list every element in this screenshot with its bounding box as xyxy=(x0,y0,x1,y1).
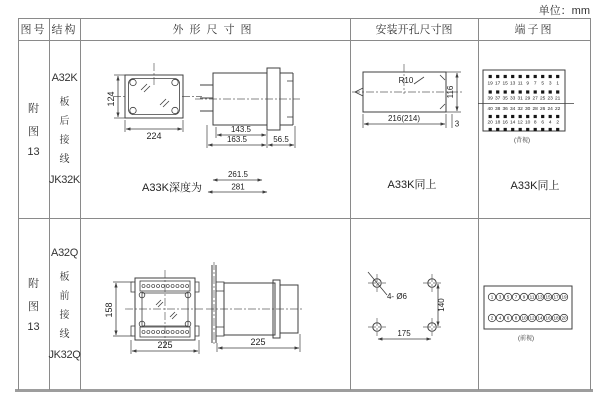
rear-terminal-grid xyxy=(488,75,561,131)
struct-char: 线 xyxy=(59,154,70,165)
svg-text:20: 20 xyxy=(561,315,567,321)
svg-text:19: 19 xyxy=(487,81,493,87)
model-code: JK32K xyxy=(49,174,80,186)
header-terminal: 端子图 xyxy=(514,24,554,36)
svg-text:15: 15 xyxy=(545,294,551,300)
dim-cutout-height: 116 xyxy=(446,85,455,99)
depth-note-label: A33K深度为 xyxy=(142,182,202,194)
svg-text:40: 40 xyxy=(487,107,493,112)
svg-text:37: 37 xyxy=(495,96,501,102)
svg-text:12: 12 xyxy=(517,120,523,126)
dim-depth-case: 143.5 xyxy=(230,125,252,134)
svg-text:6: 6 xyxy=(506,315,510,321)
dim-front-height: 158 xyxy=(104,302,114,318)
svg-text:26: 26 xyxy=(540,107,546,112)
depth-note xyxy=(142,170,267,194)
svg-text:19: 19 xyxy=(561,294,567,300)
dim-front-width: 225 xyxy=(157,340,173,350)
fig-line: 13 xyxy=(27,146,40,158)
terminal-drawing-row2 xyxy=(478,218,590,390)
dim-rear-depth: 56.5 xyxy=(273,135,289,144)
model-code: JK32Q xyxy=(48,349,81,361)
fig-line: 图 xyxy=(28,301,39,313)
struct-char: 接 xyxy=(59,135,70,146)
dim-edge-offset: 3 xyxy=(454,119,460,129)
svg-text:29: 29 xyxy=(525,96,531,102)
header-divider xyxy=(18,40,591,41)
svg-text:24: 24 xyxy=(547,107,553,112)
svg-text:12: 12 xyxy=(529,315,535,321)
cutout-view xyxy=(352,64,462,129)
front-terminal-grid xyxy=(488,293,567,321)
svg-text:33: 33 xyxy=(510,96,516,102)
fig-line: 附 xyxy=(28,278,39,290)
fig-no-row1 xyxy=(18,40,49,218)
header-outline: 外形尺寸图 xyxy=(172,24,258,36)
dim-front-height: 124 xyxy=(106,91,116,107)
front-view xyxy=(104,270,205,354)
svg-text:3: 3 xyxy=(548,81,552,87)
fig-line: 附 xyxy=(28,103,39,115)
holes-label: 4- Ø6 xyxy=(386,292,408,301)
terminal-note-row1: A33K同上 xyxy=(510,180,560,192)
dim-depth-a33k-1: 261.5 xyxy=(227,170,249,179)
model-code: A32K xyxy=(51,72,78,84)
svg-text:31: 31 xyxy=(517,96,523,102)
svg-text:32: 32 xyxy=(517,107,523,112)
dim-cutout-width: 216(214) xyxy=(387,114,421,123)
svg-text:3: 3 xyxy=(498,294,502,300)
dim-depth-total: 163.5 xyxy=(226,135,248,144)
svg-text:16: 16 xyxy=(545,315,551,321)
svg-text:4: 4 xyxy=(548,120,552,126)
svg-text:9: 9 xyxy=(522,294,526,300)
terminal-caption-row2: (前视) xyxy=(518,336,534,342)
fig-no-row2 xyxy=(18,218,49,390)
fig-line: 13 xyxy=(27,321,40,333)
svg-text:2: 2 xyxy=(490,315,494,321)
svg-text:10: 10 xyxy=(525,120,531,126)
terminal-caption-row1: (背视) xyxy=(514,138,530,144)
svg-text:39: 39 xyxy=(487,96,493,102)
svg-text:36: 36 xyxy=(502,107,508,112)
struct-char: 后 xyxy=(59,116,70,127)
mounting-holes xyxy=(368,272,446,339)
struct-char: 线 xyxy=(59,329,70,340)
svg-text:17: 17 xyxy=(495,81,501,87)
header-fig-no: 图号 xyxy=(20,24,47,36)
svg-text:13: 13 xyxy=(537,294,543,300)
fig-line: 图 xyxy=(28,126,39,138)
hatch-marks xyxy=(141,84,169,107)
dim-side-depth: 225 xyxy=(250,337,266,347)
svg-text:28: 28 xyxy=(532,107,538,112)
svg-text:25: 25 xyxy=(540,96,546,102)
install-note-row1: A33K同上 xyxy=(387,179,437,191)
svg-text:21: 21 xyxy=(555,96,561,102)
svg-text:1: 1 xyxy=(490,294,494,300)
svg-text:6: 6 xyxy=(541,120,545,126)
border-right xyxy=(590,18,591,390)
install-drawing-row1 xyxy=(350,42,478,218)
svg-text:2: 2 xyxy=(556,120,560,126)
svg-text:11: 11 xyxy=(529,294,535,300)
struct-char: 板 xyxy=(59,272,70,283)
struct-char: 接 xyxy=(59,310,70,321)
dim-depth-a33k-2: 281 xyxy=(231,182,245,192)
svg-text:15: 15 xyxy=(502,81,508,87)
svg-text:35: 35 xyxy=(502,96,508,102)
svg-text:7: 7 xyxy=(514,294,518,300)
dim-corner-radius: R10 xyxy=(398,76,414,85)
structure-row2 xyxy=(49,218,80,390)
dim-hole-spacing-h: 175 xyxy=(397,329,411,338)
svg-text:17: 17 xyxy=(553,294,559,300)
outline-drawing-row1 xyxy=(80,42,350,218)
svg-text:16: 16 xyxy=(502,120,508,126)
svg-text:9: 9 xyxy=(526,81,530,87)
struct-char: 板 xyxy=(59,97,70,108)
svg-text:18: 18 xyxy=(495,120,501,126)
svg-text:4: 4 xyxy=(498,315,502,321)
side-view xyxy=(206,262,304,352)
svg-text:7: 7 xyxy=(533,81,537,87)
side-view xyxy=(195,68,300,148)
svg-text:38: 38 xyxy=(495,107,501,112)
dim-hole-spacing-v: 140 xyxy=(437,298,446,312)
hatch-marks xyxy=(156,300,177,319)
svg-text:14: 14 xyxy=(537,315,543,321)
svg-text:11: 11 xyxy=(517,81,523,87)
header-structure: 结构 xyxy=(51,24,78,36)
dim-front-width: 224 xyxy=(146,131,162,141)
svg-text:10: 10 xyxy=(521,315,527,321)
outline-drawing-row2 xyxy=(80,218,350,390)
front-view xyxy=(106,63,202,141)
svg-text:22: 22 xyxy=(555,107,561,112)
svg-text:5: 5 xyxy=(506,294,510,300)
svg-text:8: 8 xyxy=(533,120,537,126)
svg-text:13: 13 xyxy=(510,81,516,87)
svg-text:1: 1 xyxy=(556,81,560,87)
svg-text:20: 20 xyxy=(487,120,493,126)
svg-text:30: 30 xyxy=(525,107,531,112)
svg-text:27: 27 xyxy=(532,96,538,102)
header-install: 安装开孔尺寸图 xyxy=(375,24,453,36)
svg-text:8: 8 xyxy=(514,315,518,321)
svg-text:23: 23 xyxy=(547,96,553,102)
terminal-drawing-row1 xyxy=(478,42,590,218)
svg-text:34: 34 xyxy=(510,107,516,112)
unit-label: 单位：mm xyxy=(538,5,590,17)
struct-char: 前 xyxy=(59,291,70,302)
model-code: A32Q xyxy=(51,247,78,259)
svg-text:5: 5 xyxy=(541,81,545,87)
structure-row1 xyxy=(49,40,80,218)
svg-text:14: 14 xyxy=(510,120,516,126)
install-drawing-row2 xyxy=(350,218,478,390)
svg-text:18: 18 xyxy=(553,315,559,321)
